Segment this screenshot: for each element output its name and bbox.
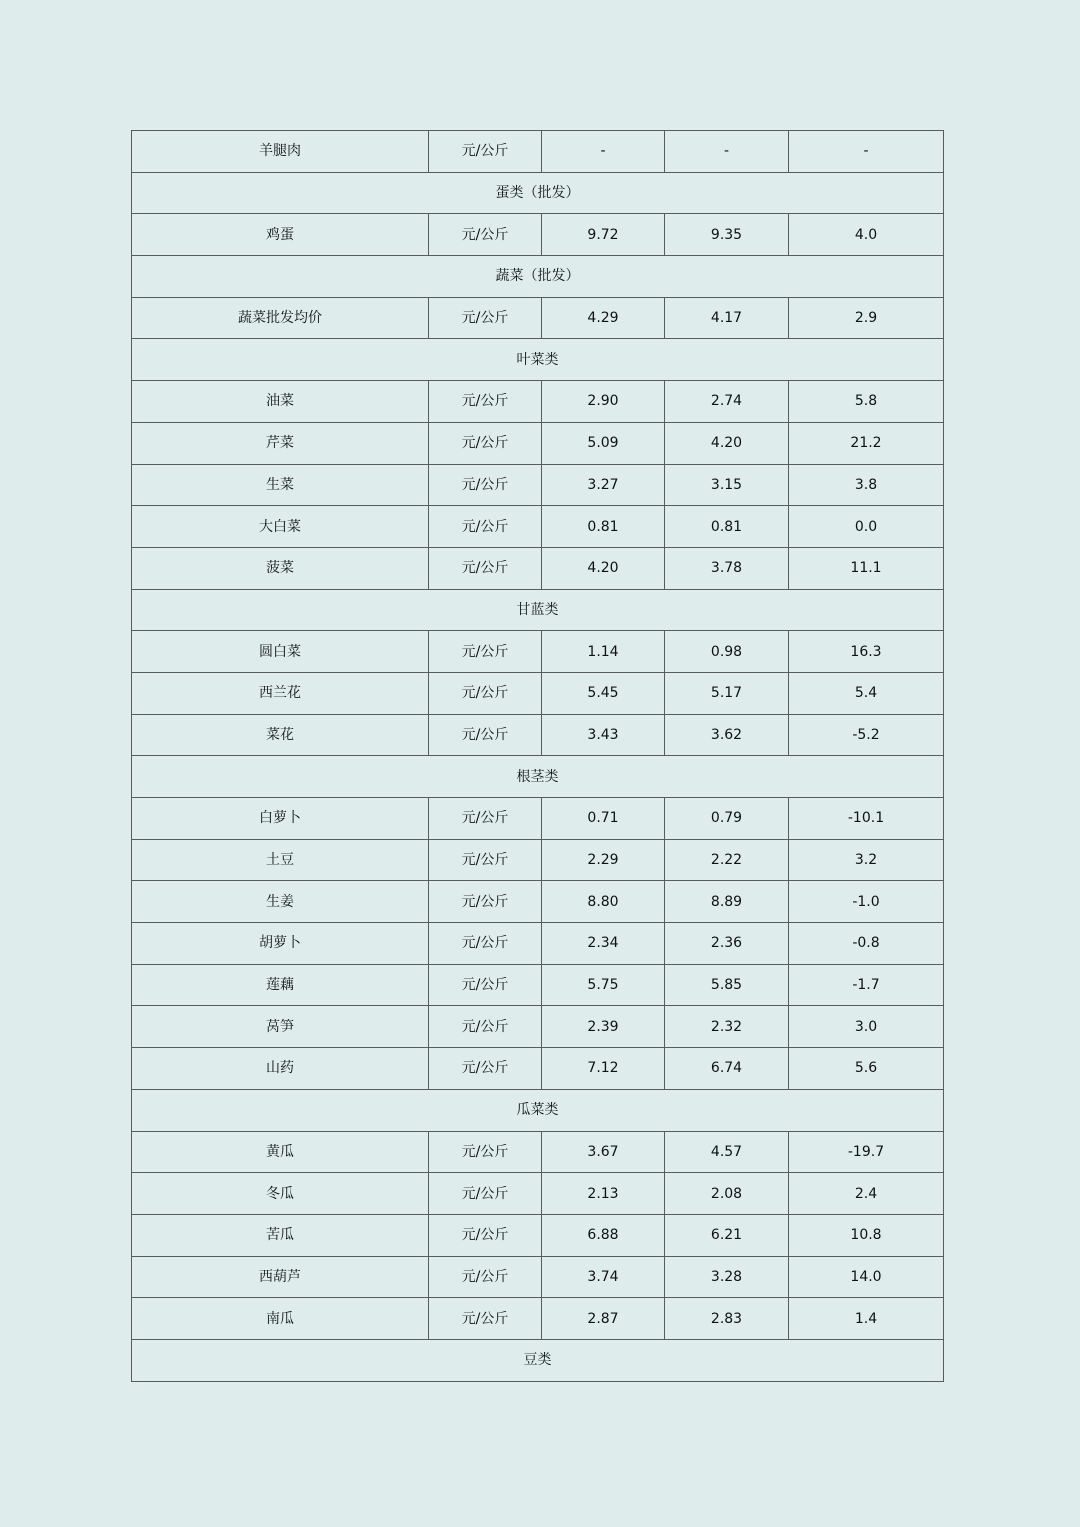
table-row [132,923,944,965]
unit-cell: 元/公斤 [429,1214,542,1256]
table-row [132,1256,944,1298]
item-name-cell: 芹菜 [132,422,429,464]
unit-cell: 元/公斤 [429,1173,542,1215]
value-cell-2: 4.20 [665,422,789,464]
table-row [132,631,944,673]
unit-cell: 元/公斤 [429,631,542,673]
unit-cell: 元/公斤 [429,839,542,881]
item-name-cell: 西葫芦 [132,1256,429,1298]
change-cell: -0.8 [789,923,944,965]
value-cell-2: 3.28 [665,1256,789,1298]
unit-cell: 元/公斤 [429,464,542,506]
item-name-cell: 菠菜 [132,547,429,589]
table-row [132,714,944,756]
change-cell: -19.7 [789,1131,944,1173]
change-cell: 5.4 [789,672,944,714]
unit-cell: 元/公斤 [429,1048,542,1090]
value-cell-1: 1.14 [542,631,665,673]
value-cell-2: 2.74 [665,381,789,423]
table-row [132,1298,944,1340]
value-cell-1: 6.88 [542,1214,665,1256]
value-cell-2: - [665,131,789,173]
value-cell-1: 3.27 [542,464,665,506]
value-cell-2: 5.85 [665,964,789,1006]
item-name-cell: 生姜 [132,881,429,923]
category-row [132,339,944,381]
unit-cell: 元/公斤 [429,381,542,423]
item-name-cell: 苦瓜 [132,1214,429,1256]
table-row [132,1173,944,1215]
unit-cell: 元/公斤 [429,964,542,1006]
item-name-cell: 菜花 [132,714,429,756]
table-row [132,506,944,548]
category-label: 蛋类（批发） [132,172,944,214]
change-cell: -5.2 [789,714,944,756]
category-row [132,256,944,298]
change-cell: 5.8 [789,381,944,423]
unit-cell: 元/公斤 [429,547,542,589]
item-name-cell: 莲藕 [132,964,429,1006]
change-cell: 1.4 [789,1298,944,1340]
value-cell-1: 8.80 [542,881,665,923]
value-cell-2: 2.08 [665,1173,789,1215]
value-cell-2: 2.32 [665,1006,789,1048]
unit-cell: 元/公斤 [429,1131,542,1173]
unit-cell: 元/公斤 [429,923,542,965]
change-cell: -10.1 [789,798,944,840]
value-cell-2: 0.98 [665,631,789,673]
item-name-cell: 土豆 [132,839,429,881]
unit-cell: 元/公斤 [429,131,542,173]
value-cell-2: 8.89 [665,881,789,923]
value-cell-1: 4.29 [542,297,665,339]
change-cell: - [789,131,944,173]
value-cell-1: 5.75 [542,964,665,1006]
category-label: 根茎类 [132,756,944,798]
category-label: 瓜菜类 [132,1089,944,1131]
category-label: 甘蓝类 [132,589,944,631]
item-name-cell: 黄瓜 [132,1131,429,1173]
value-cell-2: 4.17 [665,297,789,339]
change-cell: 21.2 [789,422,944,464]
category-row [132,1089,944,1131]
value-cell-1: 0.71 [542,798,665,840]
value-cell-2: 2.83 [665,1298,789,1340]
value-cell-2: 6.74 [665,1048,789,1090]
category-row [132,1339,944,1381]
item-name-cell: 生菜 [132,464,429,506]
category-row [132,172,944,214]
category-row [132,589,944,631]
value-cell-1: 2.13 [542,1173,665,1215]
unit-cell: 元/公斤 [429,881,542,923]
table-row [132,297,944,339]
value-cell-2: 3.15 [665,464,789,506]
change-cell: 2.4 [789,1173,944,1215]
table-row [132,1131,944,1173]
unit-cell: 元/公斤 [429,422,542,464]
value-cell-2: 5.17 [665,672,789,714]
change-cell: 11.1 [789,547,944,589]
unit-cell: 元/公斤 [429,798,542,840]
value-cell-2: 2.22 [665,839,789,881]
value-cell-2: 3.62 [665,714,789,756]
table-row [132,214,944,256]
value-cell-1: 4.20 [542,547,665,589]
value-cell-2: 3.78 [665,547,789,589]
table-row [132,464,944,506]
value-cell-1: 3.43 [542,714,665,756]
change-cell: 3.0 [789,1006,944,1048]
item-name-cell: 莴笋 [132,1006,429,1048]
category-label: 蔬菜（批发） [132,256,944,298]
item-name-cell: 西兰花 [132,672,429,714]
item-name-cell: 白萝卜 [132,798,429,840]
table-row [132,1048,944,1090]
table-row [132,839,944,881]
item-name-cell: 山药 [132,1048,429,1090]
unit-cell: 元/公斤 [429,297,542,339]
item-name-cell: 大白菜 [132,506,429,548]
value-cell-1: 5.45 [542,672,665,714]
change-cell: 10.8 [789,1214,944,1256]
unit-cell: 元/公斤 [429,1006,542,1048]
value-cell-2: 0.79 [665,798,789,840]
category-label: 叶菜类 [132,339,944,381]
change-cell: 4.0 [789,214,944,256]
change-cell: -1.7 [789,964,944,1006]
unit-cell: 元/公斤 [429,506,542,548]
value-cell-1: 7.12 [542,1048,665,1090]
value-cell-1: 9.72 [542,214,665,256]
value-cell-2: 9.35 [665,214,789,256]
table-row [132,131,944,173]
table-row [132,1214,944,1256]
value-cell-2: 4.57 [665,1131,789,1173]
value-cell-1: 2.29 [542,839,665,881]
table-row [132,1006,944,1048]
value-cell-1: 0.81 [542,506,665,548]
value-cell-1: 5.09 [542,422,665,464]
unit-cell: 元/公斤 [429,672,542,714]
table-row [132,798,944,840]
value-cell-1: 2.39 [542,1006,665,1048]
unit-cell: 元/公斤 [429,714,542,756]
table-row [132,422,944,464]
change-cell: 0.0 [789,506,944,548]
item-name-cell: 圆白菜 [132,631,429,673]
value-cell-1: - [542,131,665,173]
item-name-cell: 南瓜 [132,1298,429,1340]
value-cell-1: 3.74 [542,1256,665,1298]
category-label: 豆类 [132,1339,944,1381]
change-cell: -1.0 [789,881,944,923]
unit-cell: 元/公斤 [429,214,542,256]
table-row [132,881,944,923]
item-name-cell: 冬瓜 [132,1173,429,1215]
value-cell-1: 2.87 [542,1298,665,1340]
unit-cell: 元/公斤 [429,1298,542,1340]
change-cell: 3.2 [789,839,944,881]
value-cell-2: 2.36 [665,923,789,965]
table-row [132,547,944,589]
value-cell-2: 6.21 [665,1214,789,1256]
change-cell: 5.6 [789,1048,944,1090]
item-name-cell: 胡萝卜 [132,923,429,965]
table-row [132,672,944,714]
change-cell: 16.3 [789,631,944,673]
change-cell: 3.8 [789,464,944,506]
item-name-cell: 鸡蛋 [132,214,429,256]
table-row [132,381,944,423]
item-name-cell: 蔬菜批发均价 [132,297,429,339]
value-cell-1: 2.34 [542,923,665,965]
unit-cell: 元/公斤 [429,1256,542,1298]
table-row [132,964,944,1006]
price-table-body [132,131,944,1382]
change-cell: 2.9 [789,297,944,339]
price-table [131,130,944,1382]
value-cell-1: 2.90 [542,381,665,423]
category-row [132,756,944,798]
item-name-cell: 羊腿肉 [132,131,429,173]
change-cell: 14.0 [789,1256,944,1298]
value-cell-1: 3.67 [542,1131,665,1173]
value-cell-2: 0.81 [665,506,789,548]
item-name-cell: 油菜 [132,381,429,423]
